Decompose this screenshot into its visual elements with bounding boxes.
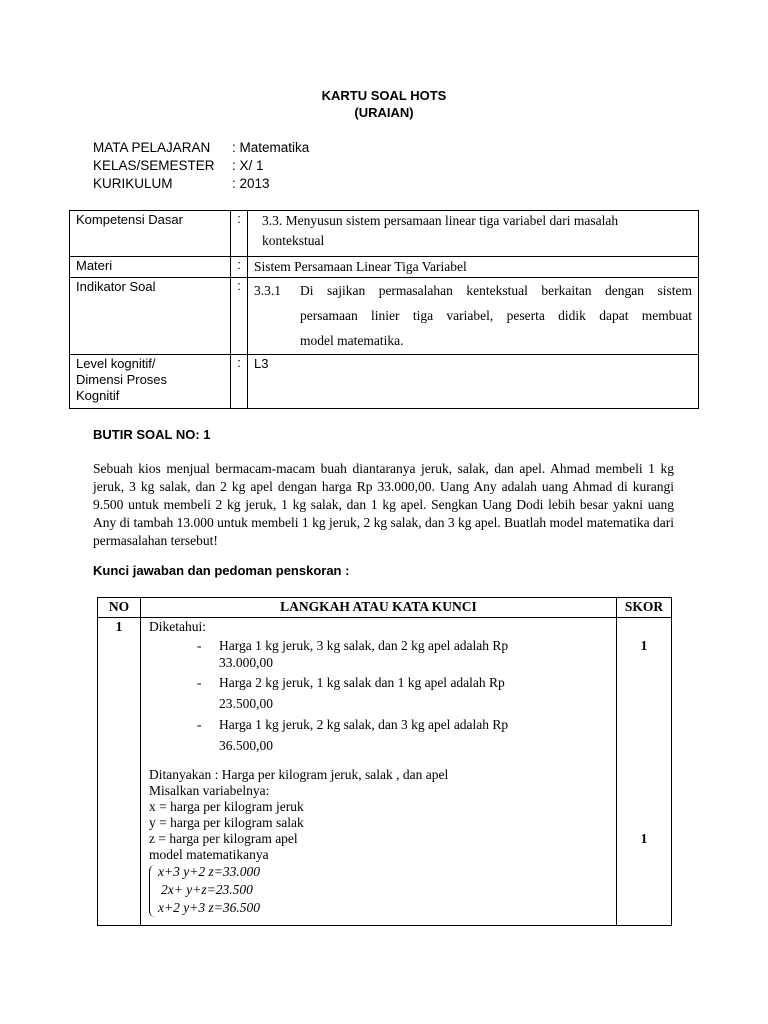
bullet-dash: - bbox=[197, 675, 202, 690]
meta-label: MATA PELAJARAN bbox=[93, 140, 211, 155]
level-label-1: Level kognitif/ bbox=[76, 356, 156, 371]
given-item-1-line-2: 33.000,00 bbox=[219, 655, 273, 670]
left-brace bbox=[149, 865, 156, 917]
answer-row-no: 1 bbox=[98, 618, 141, 926]
level-label-3: Kognitif bbox=[76, 388, 120, 403]
given-item-2 bbox=[149, 672, 610, 714]
row-kompetensi bbox=[70, 211, 699, 257]
meta-value: : X/ 1 bbox=[232, 158, 264, 173]
col-skor-header: SKOR bbox=[617, 598, 672, 618]
question-text: Sebuah kios menjual bermacam-macam buah diantaranya jeruk, salak, dan apel. Ahmad membeli 1 kg jeruk, 3 kg salak, dan 2 kg apel dengan harga Rp 33.000,00. Uang Any adalah uang Ahmad di kurangi 9.500 untuk membeli 2 kg jeruk, 1 kg salak, dan 1 kg apel. Sengkan Uang Dodi lebih besar yakni uang Any di tambah 13.000 untuk membeli 1 kg jeruk, 2 kg salak, dan 3 kg apel. Buatlah model matematika dari permasalahan tersebut! bbox=[93, 461, 674, 548]
indikator-line-1: Di sajikan permasalahan kentekstual berkaitan dengan sistem bbox=[300, 283, 692, 298]
score-2: 1 bbox=[640, 831, 648, 846]
kompetensi-value bbox=[248, 211, 699, 257]
given-item-2-line-1: Harga 2 kg jeruk, 1 kg salak dan 1 kg apel adalah Rp bbox=[219, 675, 505, 690]
kompetensi-line-2: kontekstual bbox=[262, 233, 325, 248]
bullet-dash: - bbox=[197, 717, 202, 732]
info-table bbox=[69, 210, 699, 409]
answer-table bbox=[97, 597, 672, 926]
meta-value: : 2013 bbox=[232, 176, 270, 191]
meta-label: KELAS/SEMESTER bbox=[93, 158, 215, 173]
given-item-3-line-2: 36.500,00 bbox=[219, 738, 273, 753]
row-indikator bbox=[70, 278, 699, 355]
indikator-label: Indikator Soal bbox=[70, 278, 231, 355]
var-y-line: y = harga per kilogram salak bbox=[149, 815, 304, 830]
level-label bbox=[70, 355, 231, 409]
equation-1: x+3 y+2 z=33.000 bbox=[158, 864, 260, 879]
equation-2: 2x+ y+z=23.500 bbox=[161, 882, 253, 897]
meta-value: : Matematika bbox=[232, 140, 310, 155]
equation-3: x+2 y+3 z=36.500 bbox=[158, 900, 260, 915]
meta-label: KURIKULUM bbox=[93, 176, 173, 191]
meta-row-curriculum bbox=[93, 176, 270, 191]
kompetensi-label: Kompetensi Dasar bbox=[70, 211, 231, 257]
kompetensi-line-1: 3.3. Menyusun sistem persamaan linear tiga variabel dari masalah bbox=[262, 213, 619, 228]
given-item-1-line-1: Harga 1 kg jeruk, 3 kg salak, dan 2 kg apel adalah Rp bbox=[219, 638, 509, 653]
colon: : bbox=[231, 278, 248, 355]
given-item-1 bbox=[149, 637, 610, 671]
level-label-2: Dimensi Proses bbox=[76, 372, 168, 387]
answer-key-heading: Kunci jawaban dan pedoman penskoran : bbox=[93, 563, 350, 578]
row-level bbox=[70, 355, 699, 409]
colon: : bbox=[231, 211, 248, 257]
level-value: L3 bbox=[248, 355, 699, 409]
answer-row-score bbox=[617, 618, 672, 926]
misalkan-line: Misalkan variabelnya: bbox=[149, 783, 270, 798]
materi-value: Sistem Persamaan Linear Tiga Variabel bbox=[248, 257, 699, 278]
given-item-3 bbox=[149, 714, 610, 756]
indikator-value bbox=[248, 278, 699, 355]
diketahui-label: Diketahui: bbox=[149, 619, 206, 634]
row-materi bbox=[70, 257, 699, 278]
indikator-code: 3.3.1 bbox=[254, 283, 281, 298]
answer-row bbox=[98, 618, 672, 926]
answer-header-row bbox=[98, 598, 672, 618]
bullet-dash: - bbox=[197, 638, 202, 653]
indikator-line-1-row bbox=[254, 278, 692, 303]
indikator-line-2: persamaan linier tiga variabel, peserta didik dapat membuat bbox=[300, 308, 692, 323]
meta-row-subject bbox=[93, 140, 309, 155]
ditanyakan-line: Ditanyakan : Harga per kilogram jeruk, salak , dan apel bbox=[149, 767, 449, 782]
materi-label: Materi bbox=[70, 257, 231, 278]
colon: : bbox=[231, 355, 248, 409]
indikator-line-3: model matematika. bbox=[300, 333, 404, 348]
col-no-header: NO bbox=[98, 598, 141, 618]
given-item-3-line-1: Harga 1 kg jeruk, 2 kg salak, dan 3 kg apel adalah Rp bbox=[219, 717, 509, 732]
answer-steps bbox=[141, 618, 617, 926]
model-line: model matematikanya bbox=[149, 847, 269, 862]
col-langkah-header: LANGKAH ATAU KATA KUNCI bbox=[141, 598, 617, 618]
page-title: KARTU SOAL HOTS bbox=[321, 88, 447, 103]
equation-system bbox=[149, 863, 610, 917]
colon: : bbox=[231, 257, 248, 278]
given-item-2-line-2: 23.500,00 bbox=[219, 696, 273, 711]
meta-row-class bbox=[93, 158, 264, 173]
score-1: 1 bbox=[640, 638, 648, 653]
var-z-line: z = harga per kilogram apel bbox=[149, 831, 298, 846]
page-subtitle: (URAIAN) bbox=[354, 105, 414, 120]
question-number: BUTIR SOAL NO: 1 bbox=[93, 427, 211, 442]
var-x-line: x = harga per kilogram jeruk bbox=[149, 799, 304, 814]
